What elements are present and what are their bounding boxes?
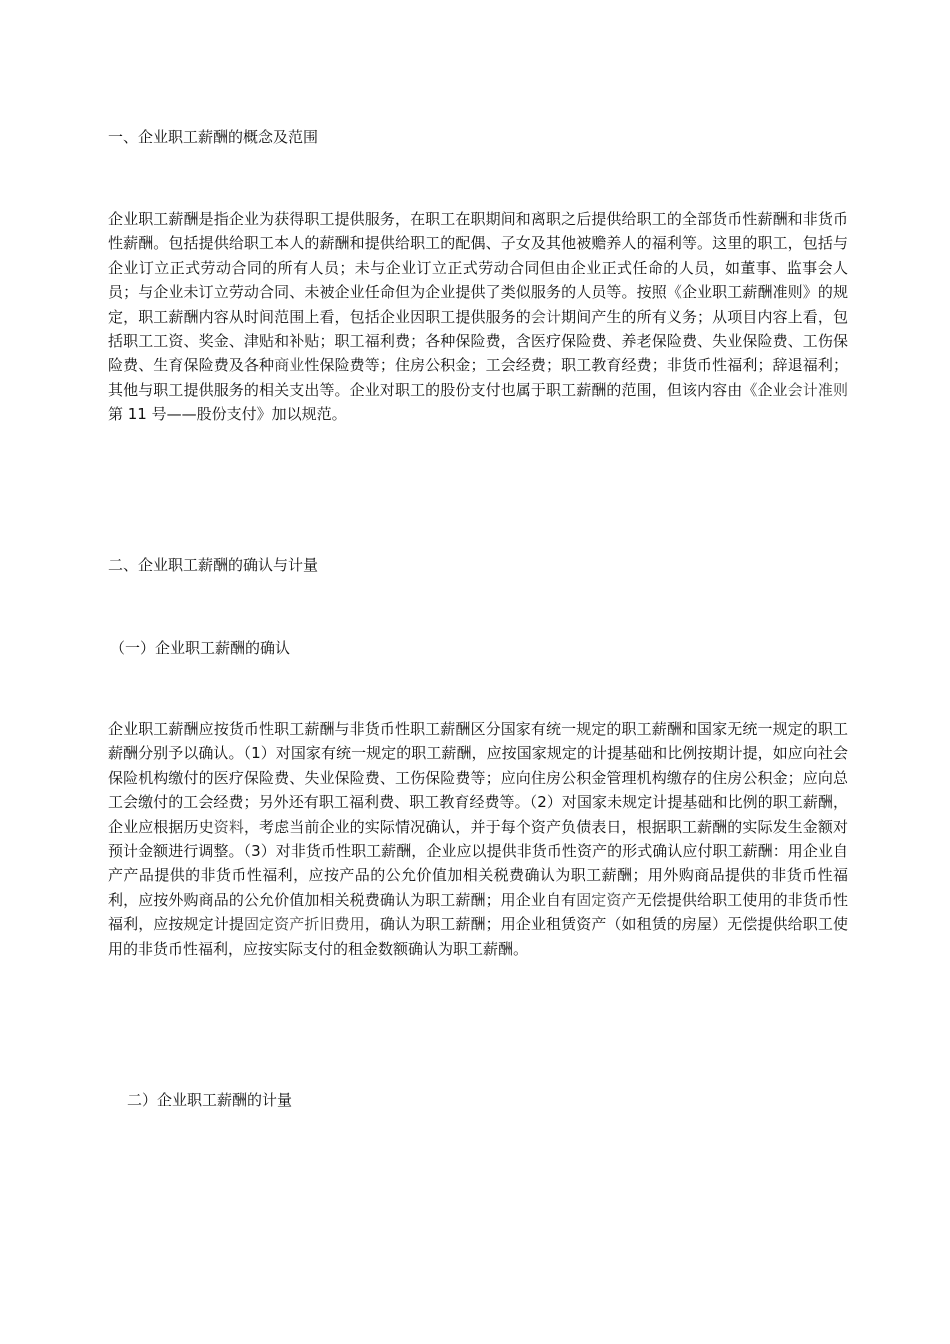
link-accounting[interactable]: 会计	[530, 307, 562, 326]
subsection-1-text-1: 企业职工薪酬应按货币性职工薪酬与非货币性职工薪酬区分国家有统一规定的职工薪酬和国家无统一规定的职工薪酬分别予以确认。（1）对国家有统一规定的职工薪酬，应按国家规定的计提基础和比例按期计提，如应向社会保险机构缴付的医疗保险费、失业保险费、工伤保险费等；应向住房公积金管理机构缴存的住房公积金；应向总工会缴付的工会经费；另外还有职工福利费、职工教育经费等。（2）对国家未规定计提基础和比例的职工薪酬，企业应根据历史	[108, 720, 848, 836]
link-fixed-assets[interactable]: 固定资产	[576, 890, 637, 909]
section-2-heading: 二、企业职工薪酬的确认与计量	[108, 556, 319, 574]
subsection-1-text-2: ，考虑当前企业的实际情况确认，并于每个资产负债表日，根据职工薪酬的实际发生金额对预计金额进行调整。（3）对非货币性职工薪酬，企业应以提供非货币性资产的形式确认应付职工薪酬：用企业自产产品提供的非货币性福利，应按产品的公允价值加相关税费确认为职工薪酬；用外购商品提供的非货币性福利，应按外购商品的公允价值加相关税费确认为职工薪酬；用企业自有	[108, 817, 848, 909]
subsection-1-paragraph	[108, 717, 848, 961]
section-1-text-4: 第 11 号——股份支付》加以规范。	[108, 405, 347, 424]
section-1-paragraph	[108, 207, 848, 427]
section-1-text-1: 企业职工薪酬是指企业为获得职工提供服务，在职工在职期间和离职之后提供给职工的全部货币性薪酬和非货币性薪酬。包括提供给职工本人的薪酬和提供给职工的配偶、子女及其他被赡养人的福利等。这里的职工，包括与企业订立正式劳动合同的所有人员；未与企业订立正式劳动合同但由企业正式任命的人员，如董事、监事会人员；与企业未订立劳动合同、未被企业任命但为企业提供了类似服务的人员等。按照《企业职工薪酬准则》的规定，职工薪酬内容从时间范围上看，包括企业因职工提供服务的	[108, 210, 848, 326]
subsection-2-heading: 二）企业职工薪酬的计量	[127, 1091, 293, 1109]
section-1-text-3: 性保险费等；住房公积金；工会经费；职工教育经费；非货币性福利；辞退福利；其他与职工提供服务的相关支出等。企业对职工的股份支付也属于职工薪酬的范围，但该内容由《企业	[108, 356, 848, 399]
link-commercial[interactable]: 商业	[274, 356, 305, 375]
section-1-heading: 一、企业职工薪酬的概念及范围	[108, 128, 319, 146]
link-fixed-asset-depreciation[interactable]: 固定资产折旧费用	[243, 915, 365, 934]
link-accounting-standards[interactable]: 会计准则	[787, 380, 848, 399]
section-1-text-2: 期间产生的所有义务；从项目内容上看，包括职工工资、奖金、津贴和补贴；职工福利费；各种保险费，含医疗保险费、养老保险费、失业保险费、工伤保险费、生育保险费及各种	[108, 307, 848, 375]
subsection-1-text-3: 无偿提供给职工使用的非货币性福利，应按规定计提	[108, 890, 848, 934]
subsection-1-text-4: ，确认为职工薪酬；用企业租赁资产（如租赁的房屋）无偿提供给职工使用的非货币性福利，应按实际支付的租金数额确认为职工薪酬。	[108, 915, 848, 958]
subsection-1-heading: （一）企业职工薪酬的确认	[110, 639, 291, 657]
link-data[interactable]: 资料	[213, 817, 244, 836]
